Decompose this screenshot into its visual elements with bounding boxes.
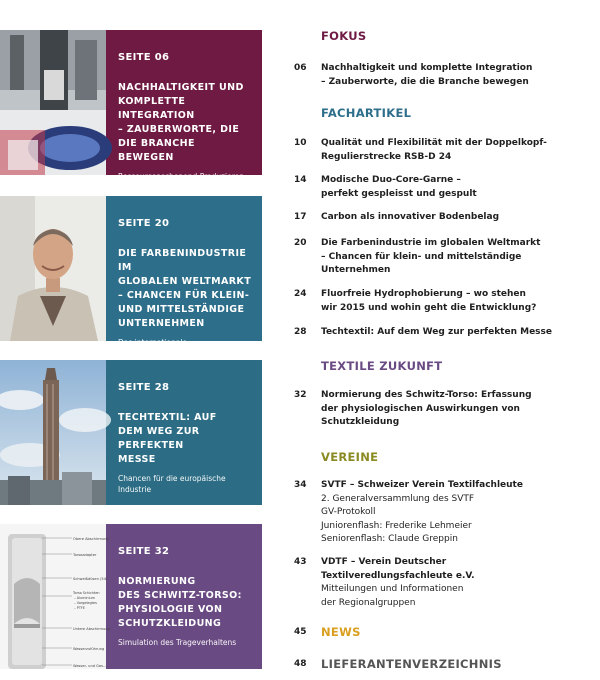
- messeturm-photo: [0, 360, 106, 505]
- feature-panel: [106, 30, 262, 181]
- toc-entry-text: Techtextil: Auf dem Weg zur perfekten Messe: [321, 327, 553, 337]
- toc-entry[interactable]: [294, 174, 594, 201]
- toc-entry[interactable]: [294, 62, 594, 89]
- feature-page-number: SEITE 20: [118, 218, 170, 229]
- feature-headline: NORMIERUNG DES SCHWITZ-TORSO: PHYSIOLOGIE VON SCHUTZKLEIDUNG: [118, 576, 242, 629]
- printing-machine-photo: [0, 30, 106, 175]
- section-title-fokus: FOKUS: [321, 29, 367, 43]
- toc-entry[interactable]: [294, 556, 594, 610]
- toc-entry[interactable]: [294, 288, 594, 315]
- feature-box-seite-06[interactable]: [0, 30, 262, 181]
- feature-subtitle: Ressourcenschonend Produzieren: [118, 172, 245, 181]
- feature-subtitle: Simulation des Trageverhaltens: [118, 638, 237, 647]
- feature-page-number: SEITE 28: [118, 382, 170, 393]
- toc-entry-text: VDTF – Verein Deutscher Textilveredlungsfachleute e.V. Mitteilungen und Informationen der Regionalgruppen: [321, 557, 475, 608]
- feature-box-seite-32[interactable]: [0, 524, 262, 669]
- toc-entry-text: Modische Duo-Core-Garne – perfekt gespleisst und gespult: [321, 175, 477, 199]
- toc-entry[interactable]: [294, 137, 594, 164]
- feature-headline: NACHHALTIGKEIT UND KOMPLETTE INTEGRATION – ZAUBERWORTE, DIE DIE BRANCHE BEWEGEN: [118, 82, 244, 163]
- toc-page-number: 06: [294, 63, 307, 73]
- man-portrait-photo: [0, 196, 106, 341]
- toc-page-number: 14: [294, 175, 307, 185]
- toc-page-number: 43: [294, 557, 307, 567]
- toc-entry-text: Die Farbenindustrie im globalen Weltmarkt – Chancen für klein- und mittelständige Unternehmen: [321, 238, 541, 275]
- diagram-label: Schweißdüsen (54): [73, 577, 108, 581]
- toc-page-number: 20: [294, 238, 307, 248]
- diagram-label: – PTFE: [74, 606, 85, 610]
- diagram-label: – Aluminium: [74, 596, 95, 600]
- diagram-label: Torsoadapter: [73, 553, 97, 557]
- toc-entry-text: Qualität und Flexibilität mit der Doppelkopf- Regulierstrecke RSB-D 24: [321, 138, 547, 162]
- toc-entry[interactable]: [294, 389, 594, 430]
- feature-page-number: SEITE 32: [118, 546, 170, 557]
- toc-entry-text: Normierung des Schwitz-Torso: Erfassung der physiologischen Auswirkungen von Schutzkleidung: [321, 390, 532, 427]
- feature-page-number: SEITE 06: [118, 52, 170, 63]
- section-title-news: NEWS: [321, 625, 361, 639]
- diagram-label: Wasser- und Gas...: [73, 664, 107, 668]
- toc-page-number: 17: [294, 212, 307, 222]
- toc-page-number: 34: [294, 480, 307, 490]
- section-title-lieferantenverzeichnis: LIEFERANTENVERZEICHNIS: [321, 657, 502, 671]
- toc-entry[interactable]: [294, 237, 594, 278]
- toc-page-number: 32: [294, 390, 307, 400]
- toc-page-number: 48: [294, 659, 307, 669]
- feature-box-seite-28[interactable]: [0, 360, 262, 505]
- section-title-textile-zukunft: TEXTILE ZUKUNFT: [321, 359, 443, 373]
- feature-panel: [106, 360, 262, 505]
- toc-entry-text: SVTF – Schweizer Verein Textilfachleute 2. Generalversammlung des SVTF GV-Protokoll Juniorenflash: Frederike Lehmeier Seniorenflash: Claude Greppin: [321, 480, 523, 544]
- toc-entry[interactable]: [294, 326, 594, 340]
- toc-page-number: 45: [294, 627, 307, 637]
- toc-entry[interactable]: [294, 211, 594, 225]
- feature-panel: [106, 524, 262, 669]
- torso-diagram: [0, 524, 110, 669]
- diagram-label: Obere Abschirmung: [73, 537, 109, 541]
- toc-entry-text: Nachhaltigkeit und komplette Integration – Zauberworte, die die Branche bewegen: [321, 63, 533, 87]
- feature-headline: DIE FARBENINDUSTRIE IM GLOBALEN WELTMARKT – CHANCEN FÜR KLEIN- UND MITTELSTÄNDIGE UNTERNEHMEN: [118, 248, 252, 329]
- feature-panel: [106, 196, 262, 358]
- feature-box-seite-20[interactable]: [0, 196, 262, 358]
- section-title-vereine: VEREINE: [321, 450, 379, 464]
- diagram-label: Untere Abschirmung: [73, 627, 110, 631]
- toc-entry[interactable]: [294, 479, 594, 547]
- feature-subtitle: Das internationale Farbstoffbusiness: [118, 338, 188, 358]
- toc-entry-text: Fluorfreie Hydrophobierung – wo stehen wir 2015 und wohin geht die Entwicklung?: [321, 289, 537, 313]
- toc-page-number: 24: [294, 289, 307, 299]
- toc-entry-text: Carbon als innovativer Bodenbelag: [321, 212, 500, 222]
- diagram-label: Torso Schichten: [73, 591, 100, 595]
- feature-headline: TECHTEXTIL: AUF DEM WEG ZUR PERFEKTEN MESSE: [118, 412, 217, 465]
- diagram-label: Wasserzuführung: [73, 647, 105, 651]
- diagram-label: – Vorgelegtes: [74, 601, 97, 605]
- toc-page-number: 28: [294, 327, 307, 337]
- toc-page-number: 10: [294, 138, 307, 148]
- section-title-fachartikel: FACHARTIKEL: [321, 106, 412, 120]
- feature-subtitle: Chancen für die europäische Industrie: [118, 474, 226, 494]
